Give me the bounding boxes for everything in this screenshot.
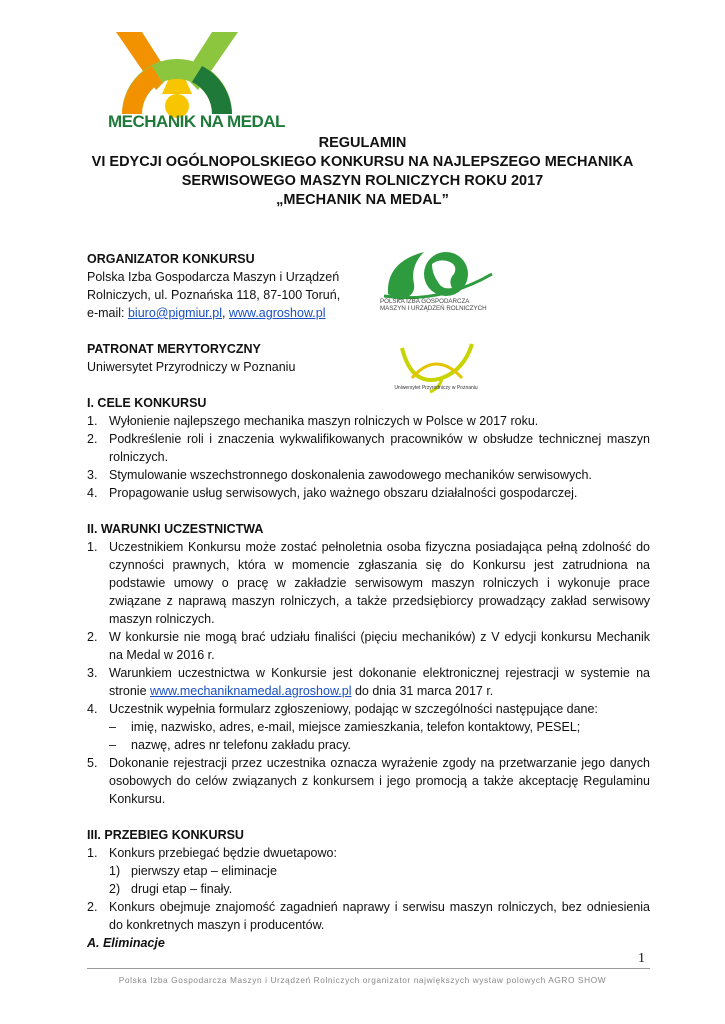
list-number: 2. (87, 432, 98, 446)
title-line-3: SERWISOWEGO MASZYN ROLNICZYCH ROKU 2017 (181, 173, 544, 189)
list-number: 4. (87, 702, 98, 716)
document-title (0, 134, 725, 210)
conditions-list (87, 538, 650, 808)
list-text: Podkreślenie roli i znaczenia wykwalifikowanych pracowników w obsłudze technicznej maszyn rolniczych. (109, 432, 650, 464)
pigmiur-caption-line-2: MASZYN I URZĄDZEŃ ROLNICZYCH (380, 305, 487, 312)
list-text: Propagowanie usług serwisowych, jako ważnego obszaru działalności gospodarczej. (109, 486, 578, 500)
list-number: 2. (87, 630, 98, 644)
list-number: 1. (87, 540, 98, 554)
sub-item (109, 736, 650, 754)
footer-text: Polska Izba Gospodarcza Maszyn i Urządzeń Rolniczych organizator największych wystaw polowych AGRO SHOW (118, 975, 607, 985)
list-number: 5. (87, 756, 98, 770)
list-text: W konkursie nie mogą brać udziału finaliści (pięciu mechaników) z V edycji konkursu Mechanik na Medal w 2016 r. (109, 630, 650, 662)
sub-text: drugi etap – finały. (131, 882, 233, 896)
list-text-after: do dnia 31 marca 2017 r. (351, 684, 494, 698)
organizer-line-1: Polska Izba Gospodarcza Maszyn i Urządzeń (87, 270, 340, 284)
organizer-heading: ORGANIZATOR KONKURSU (87, 252, 255, 266)
page-number: 1 (638, 951, 645, 966)
sub-number: 1) (109, 864, 121, 878)
patron-line: Uniwersytet Przyrodniczy w Poznaniu (87, 360, 296, 374)
list-text: Konkurs obejmuje znajomość zagadnień naprawy i serwisu maszyn rolniczych, bez odniesienia do konkretnych maszyn i producentów. (109, 900, 650, 932)
list-number: 3. (87, 468, 98, 482)
list-number: 2. (87, 900, 98, 914)
list-text: Uczestnik wypełnia formularz zgłoszeniowy, podając w szczególności następujące dane: (109, 702, 598, 716)
list-item (87, 466, 650, 484)
list-text: Warunkiem uczestnictwa w Konkursie jest dokonanie elektronicznej rejestracji w systemie na stronie (109, 666, 650, 698)
document-body (87, 250, 650, 952)
title-line-4: „MECHANIK NA MEDAL” (276, 192, 449, 208)
list-text: Uczestnikiem Konkursu może zostać pełnoletnia osoba fizyczna posiadająca pełną zdolność do czynności prawnych, która w momencie zgłaszania się do Konkursu jest zatrudniona na podstawie umowy o pracę w zakładzie serwisowym maszyn rolniczych i wykonuje prace związane z naprawą maszyn rolniczych, a także przedsiębiorcy prowadzący zakład serwisowy maszyn rolniczych. (109, 540, 650, 626)
sub-text: pierwszy etap – eliminacje (131, 864, 277, 878)
list-number: 4. (87, 486, 98, 500)
list-text: Wyłonienie najlepszego mechanika maszyn rolniczych w Polsce w 2017 roku. (109, 414, 539, 428)
sub-text: nazwę, adres nr telefonu zakładu pracy. (131, 738, 352, 752)
list-item (87, 430, 650, 466)
university-logo-caption: Uniwersytet Przyrodniczy w Poznaniu (394, 385, 478, 391)
organizer-contact (87, 304, 650, 322)
list-text: Stymulowanie wszechstronnego doskonalenia zawodowego mechaników serwisowych. (109, 468, 592, 482)
title-line-2: VI EDYCJI OGÓLNOPOLSKIEGO KONKURSU NA NAJLEPSZEGO MECHANIKA (91, 154, 634, 170)
organizer-line-2: Rolniczych, ul. Poznańska 118, 87-100 Toruń, (87, 288, 341, 302)
list-text: Dokonanie rejestracji przez uczestnika oznacza wyrażenie zgody na przetwarzanie jego danych osobowych do celów związanych z konkursem i jego promocją a także akceptację Regulaminu Konkursu. (109, 756, 650, 806)
list-item (87, 412, 650, 430)
email-link[interactable]: biuro@pigmiur.pl (127, 306, 222, 320)
email-label: e-mail: (87, 306, 128, 320)
title-line-1: REGULAMIN (318, 135, 407, 151)
stages-list (109, 862, 650, 898)
list-number: 1. (87, 414, 98, 428)
pigmiur-caption-line-1: POLSKA IZBA GOSPODARCZA (380, 298, 470, 305)
patron-heading: PATRONAT MERYTORYCZNY (87, 342, 261, 356)
list-item (87, 664, 650, 700)
goals-heading: I. CELE KONKURSU (87, 396, 207, 410)
logo-text: MECHANIK NA MEDAL (108, 112, 285, 131)
list-item (87, 538, 650, 628)
list-item (87, 700, 650, 754)
sub-item (109, 718, 650, 736)
dash-marker: – (109, 738, 116, 752)
list-item (87, 844, 650, 898)
website-link[interactable]: www.agroshow.pl (228, 306, 326, 320)
conditions-heading: II. WARUNKI UCZESTNICTWA (87, 522, 264, 536)
sub-number: 2) (109, 882, 121, 896)
course-heading: III. PRZEBIEG KONKURSU (87, 828, 244, 842)
eliminations-subheading: A. Eliminacje (87, 936, 165, 950)
list-item (87, 484, 650, 502)
list-text: Konkurs przebiegać będzie dwuetapowo: (109, 846, 337, 860)
sub-item (109, 880, 650, 898)
form-fields-list (109, 718, 650, 754)
list-number: 1. (87, 846, 98, 860)
list-item (87, 628, 650, 664)
sub-text: imię, nazwisko, adres, e-mail, miejsce zamieszkania, telefon kontaktowy, PESEL; (131, 720, 581, 734)
registration-link[interactable]: www.mechaniknamedal.agroshow.pl (150, 684, 352, 698)
footer-divider (87, 968, 650, 969)
list-item (87, 754, 650, 808)
list-number: 3. (87, 666, 98, 680)
course-list (87, 844, 650, 934)
dash-marker: – (109, 720, 116, 734)
goals-list (87, 412, 650, 502)
list-item (87, 898, 650, 934)
sub-item (109, 862, 650, 880)
contact-separator: , (221, 306, 229, 320)
